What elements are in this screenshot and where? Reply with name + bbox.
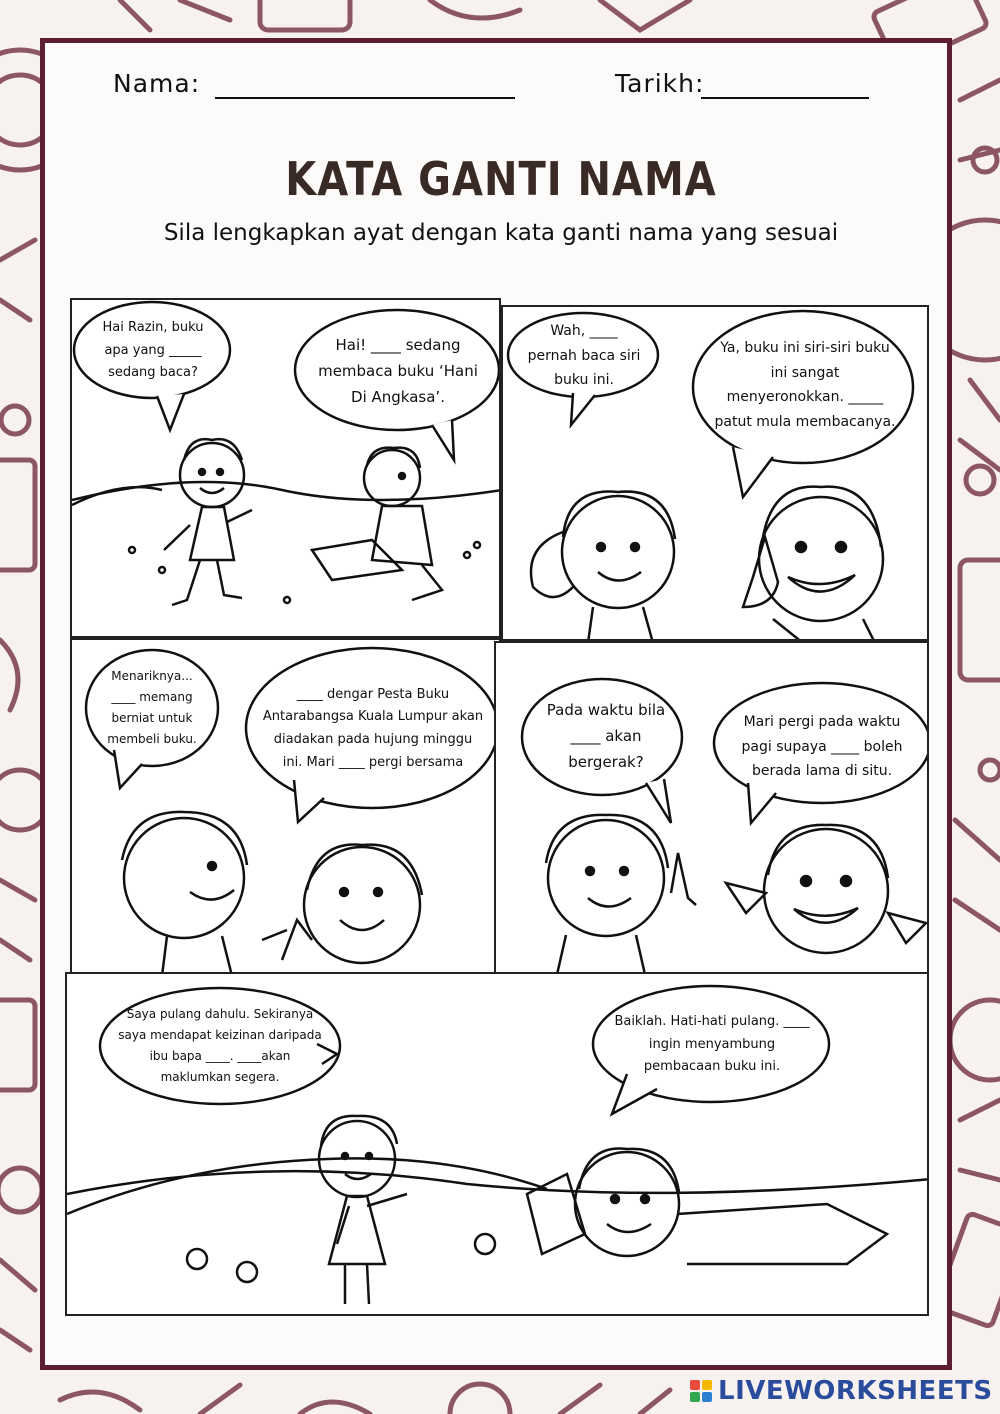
speech-bubble-1b[interactable]: Hai! ____ sedang membaca buku ‘Hani Di Angkasa’. xyxy=(318,335,478,407)
date-label: Tarikh: xyxy=(615,69,705,98)
name-input-line[interactable] xyxy=(215,97,515,99)
speech-bubble-3a[interactable]: Menariknya... ____ memang berniat untuk membeli buku. xyxy=(107,669,197,746)
speech-bubble-1a[interactable]: Hai Razin, buku apa yang _____ sedang baca? xyxy=(102,319,204,381)
speech-bubble-5a[interactable]: Saya pulang dahulu. Sekiranya saya mendapat keizinan daripada ibu bapa ____. ____akan maklumkan segera. xyxy=(118,1007,322,1084)
speech-bubble-2a[interactable]: Wah, ____ pernah baca siri buku ini. xyxy=(527,323,641,389)
speech-bubble-5b[interactable]: Baiklah. Hati-hati pulang. ____ ingin menyambung pembacaan buku ini. xyxy=(614,1013,810,1075)
speech-bubble-3b[interactable]: ____ dengar Pesta Buku Antarabangsa Kuala Lumpur akan diadakan pada hujung minggu ini. Mari ____ pergi bersama xyxy=(262,686,484,770)
name-label: Nama: xyxy=(113,69,201,98)
date-input-line[interactable] xyxy=(701,97,869,99)
worksheet-title: KATA GANTI NAMA xyxy=(285,153,717,207)
comic-panel-3 xyxy=(70,638,501,974)
liveworksheets-logo-icon xyxy=(690,1380,712,1402)
comic-panel-1 xyxy=(70,298,501,638)
speech-bubble-4a[interactable]: Pada waktu bila ____ akan bergerak? xyxy=(546,700,666,772)
liveworksheets-logo-text: LIVEWORKSHEETS xyxy=(718,1376,993,1406)
panel-4-illustration xyxy=(496,643,929,977)
liveworksheets-logo xyxy=(690,1376,993,1406)
comic-panel-2 xyxy=(501,305,929,641)
speech-bubble-2b[interactable]: Ya, buku ini siri-siri buku ini sangat menyeronokkan. _____ patut mula membacanya. xyxy=(714,340,896,430)
comic-panel-5 xyxy=(65,972,929,1316)
speech-bubble-4b[interactable]: Mari pergi pada waktu pagi supaya ____ boleh berada lama di situ. xyxy=(741,714,903,780)
comic-panel-4 xyxy=(494,641,929,977)
worksheet-instructions: Sila lengkapkan ayat dengan kata ganti nama yang sesuai xyxy=(163,220,839,246)
worksheet-frame xyxy=(40,38,952,1370)
